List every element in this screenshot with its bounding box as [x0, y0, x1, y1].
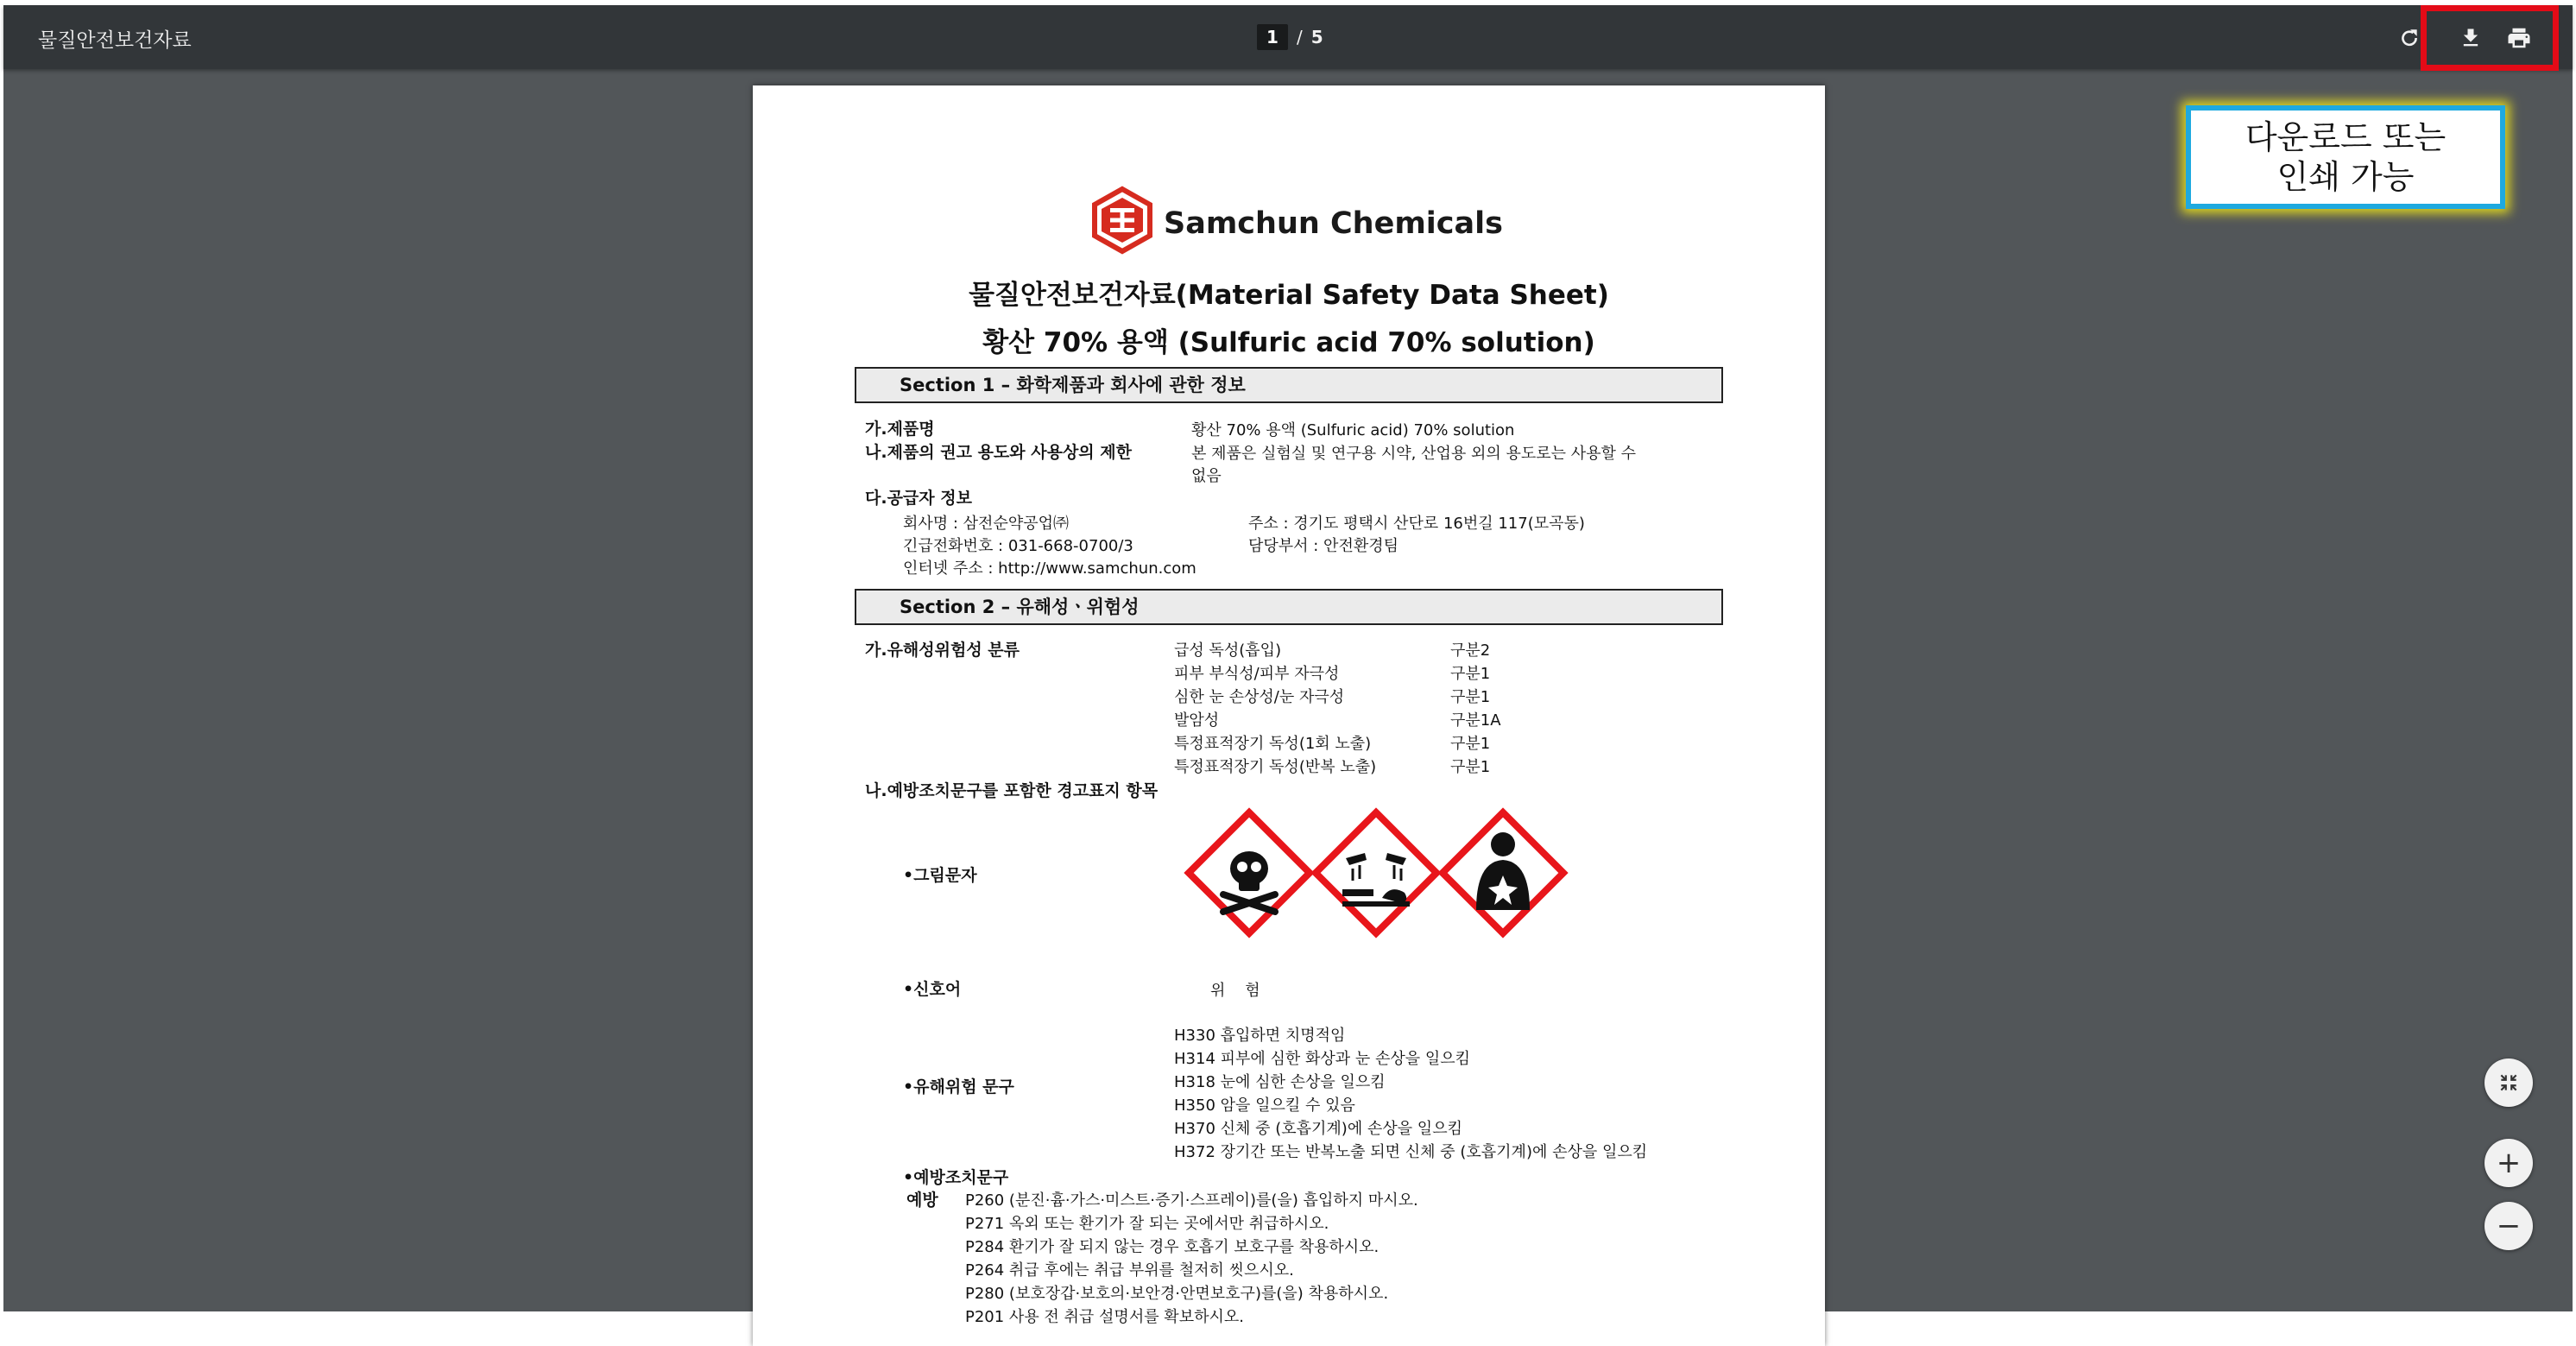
- company-brand: Samchun Chemicals: [1164, 206, 1503, 241]
- pdf-page: [753, 85, 1825, 1346]
- section-1-header: Section 1 – 화학제품과 회사에 관한 정보: [855, 367, 1723, 403]
- viewer-toolbar: [3, 5, 2573, 69]
- rotate-icon: [2398, 27, 2421, 49]
- hazard-statement: H318 눈에 심한 손상을 일으킴: [1174, 1073, 1386, 1091]
- company-website: 인터넷 주소 : http://www.samchun.com: [903, 559, 1196, 578]
- supplier-info-label: 다.공급자 정보: [865, 489, 972, 508]
- callout-line-1: 다운로드 또는: [2245, 118, 2447, 156]
- fit-page-icon: [2497, 1071, 2520, 1094]
- samchun-logo-icon: [1091, 187, 1153, 253]
- pictogram-label: •그림문자: [903, 866, 977, 885]
- precautionary-statement: P271 옥외 또는 환기가 잘 되는 곳에서만 취급하시오.: [965, 1215, 1329, 1233]
- prevention-label: 예방: [906, 1191, 938, 1210]
- section-2-header: Section 2 – 유해성ㆍ위험성: [855, 589, 1723, 625]
- precautionary-statement: P284 환기가 잘 되지 않는 경우 호흡기 보호구를 착용하시오.: [965, 1238, 1380, 1256]
- page-total: 5: [1310, 27, 1323, 47]
- classification-category: 구분1: [1450, 735, 1491, 753]
- classification-hazard: 발암성: [1174, 711, 1220, 730]
- download-print-callout: [2186, 105, 2505, 209]
- recommended-use-label: 나.제품의 권고 용도와 사용상의 제한: [865, 443, 1132, 462]
- classification-hazard: 특정표적장기 독성(1회 노출): [1174, 735, 1372, 753]
- hazard-statement: H330 흡입하면 치명적임: [1174, 1027, 1346, 1045]
- hazard-classification-label: 가.유해성위험성 분류: [865, 641, 1020, 660]
- classification-hazard: 심한 눈 손상성/눈 자극성: [1174, 688, 1345, 706]
- classification-category: 구분1: [1450, 665, 1491, 683]
- signal-word: 위 험: [1210, 982, 1260, 1000]
- classification-hazard: 특정표적장기 독성(반복 노출): [1174, 758, 1377, 776]
- precautionary-statement: P201 사용 전 취급 설명서를 확보하시오.: [965, 1308, 1244, 1326]
- recommended-use-value-1: 본 제품은 실험실 및 연구용 시약, 산업용 외의 용도로는 사용할 수: [1191, 445, 1637, 463]
- classification-category: 구분1: [1450, 688, 1491, 706]
- page-indicator: [1257, 22, 1323, 52]
- hazard-statement: H350 암을 일으킬 수 있음: [1174, 1096, 1355, 1115]
- hazard-statement-label: •유해위험 문구: [903, 1077, 1014, 1096]
- precautionary-statement: P280 (보호장갑·보호의·보안경·안면보호구)를(을) 착용하시오.: [965, 1285, 1389, 1303]
- document-subheading: 황산 70% 용액 (Sulfuric acid 70% solution): [982, 327, 1595, 358]
- document-title: 물질안전보건자료: [38, 29, 192, 52]
- hazard-statement: H314 피부에 심한 화상과 눈 손상을 일으킴: [1174, 1050, 1471, 1068]
- label-elements-label: 나.예방조치문구를 포함한 경고표지 항목: [865, 781, 1159, 800]
- product-name-value: 황산 70% 용액 (Sulfuric acid) 70% solution: [1191, 421, 1515, 439]
- fit-page-button[interactable]: [2484, 1058, 2533, 1107]
- precautionary-statement: P264 취급 후에는 취급 부위를 철저히 씻으시오.: [965, 1261, 1294, 1280]
- callout-line-2: 인쇄 가능: [2276, 158, 2415, 196]
- classification-category: 구분1: [1450, 758, 1491, 776]
- page-separator: /: [1297, 27, 1303, 47]
- health-hazard-icon: [1438, 808, 1568, 938]
- hazard-statement: H372 장기간 또는 반복노출 되면 신체 중 (호흡기계)에 손상을 일으킴: [1174, 1143, 1648, 1161]
- pdf-viewer: [3, 5, 2573, 1326]
- download-print-highlight: [2421, 5, 2559, 71]
- product-name-label: 가.제품명: [865, 420, 935, 439]
- precautionary-statement-label: •예방조치문구: [903, 1168, 1009, 1187]
- corrosion-icon: [1311, 808, 1441, 938]
- company-name: 회사명 : 삼전순약공업㈜: [903, 515, 1069, 533]
- skull-crossbones-icon: [1184, 808, 1314, 938]
- zoom-out-button[interactable]: −: [2484, 1202, 2533, 1250]
- classification-category: 구분2: [1450, 641, 1491, 660]
- classification-hazard: 피부 부식성/피부 자극성: [1174, 665, 1340, 683]
- signal-word-label: •신호어: [903, 980, 962, 999]
- recommended-use-value-2: 없음: [1191, 467, 1222, 485]
- classification-hazard: 급성 독성(흡입): [1174, 641, 1282, 660]
- precautionary-statement: P260 (분진·흄·가스·미스트·증기·스프레이)를(을) 흡입하지 마시오.: [965, 1191, 1418, 1210]
- company-address: 주소 : 경기도 평택시 산단로 16번길 117(모곡동): [1248, 515, 1585, 533]
- classification-category: 구분1A: [1450, 711, 1501, 730]
- zoom-in-button[interactable]: +: [2484, 1139, 2533, 1187]
- hazard-statement: H370 신체 중 (호흡기계)에 손상을 일으킴: [1174, 1120, 1462, 1138]
- page-number-input[interactable]: 1: [1257, 24, 1288, 50]
- document-heading: 물질안전보건자료(Material Safety Data Sheet): [969, 280, 1609, 311]
- responsible-department: 담당부서 : 안전환경팀: [1248, 537, 1398, 555]
- emergency-phone: 긴급전화번호 : 031-668-0700/3: [903, 537, 1133, 555]
